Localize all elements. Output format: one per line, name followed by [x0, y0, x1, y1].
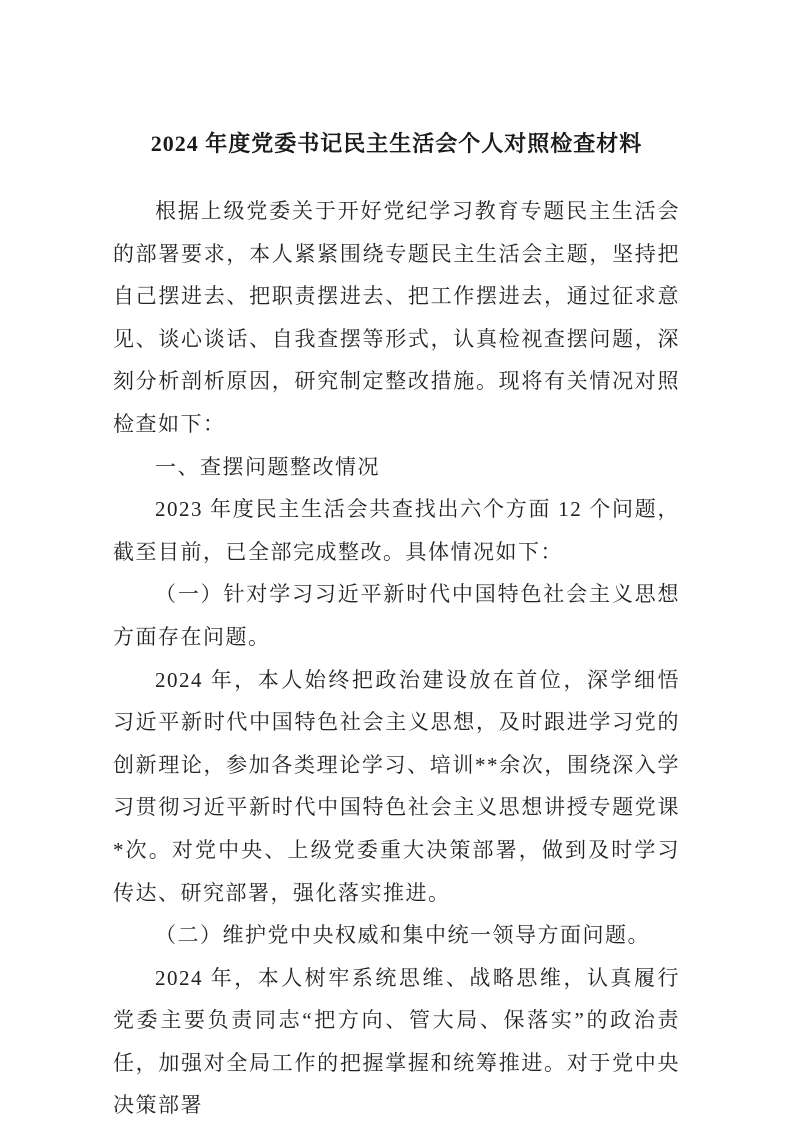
document-title: 2024 年度党委书记民主生活会个人对照检查材料	[150, 131, 643, 156]
paragraph-heading2: （一）针对学习习近平新时代中国特色社会主义思想方面存在问题。	[113, 582, 680, 649]
paragraph-body: 根据上级党委关于开好党纪学习教育专题民主生活会的部署要求，本人紧紧围绕专题民主生活会主题，坚持把自己摆进去、把职责摆进去、把工作摆进去，通过征求意见、谈心谈话、自我查摆等形式，认真检视查摆问题，深刻分析剖析原因，研究制定整改措施。现将有关情况对照检查如下：	[113, 199, 680, 436]
paragraph-list	[113, 190, 680, 1122]
paragraph-body: 2023 年度民主生活会共查找出六个方面 12 个问题，截至目前，已全部完成整改。具体情况如下：	[113, 497, 680, 564]
paragraph-body: 2024 年，本人树牢系统思维、战略思维，认真履行党委主要负责同志“把方向、管大局、保落实”的政治责任，加强对全局工作的把握掌握和统筹推进。对于党中央决策部署	[113, 965, 680, 1118]
paragraph-body: 2024 年，本人始终把政治建设放在首位，深学细悟习近平新时代中国特色社会主义思想，及时跟进学习党的创新理论，参加各类理论学习、培训**余次，围绕深入学习贯彻习近平新时代中国特色社会主义思想讲授专题党课*次。对党中央、上级党委重大决策部署，做到及时学习传达、研究部署，强化落实推进。	[113, 667, 680, 905]
document-content	[113, 122, 680, 1122]
paragraph-heading1: 一、查摆问题整改情况	[155, 454, 380, 479]
paragraph-heading2: （二）维护党中央权威和集中统一领导方面问题。	[155, 923, 650, 948]
